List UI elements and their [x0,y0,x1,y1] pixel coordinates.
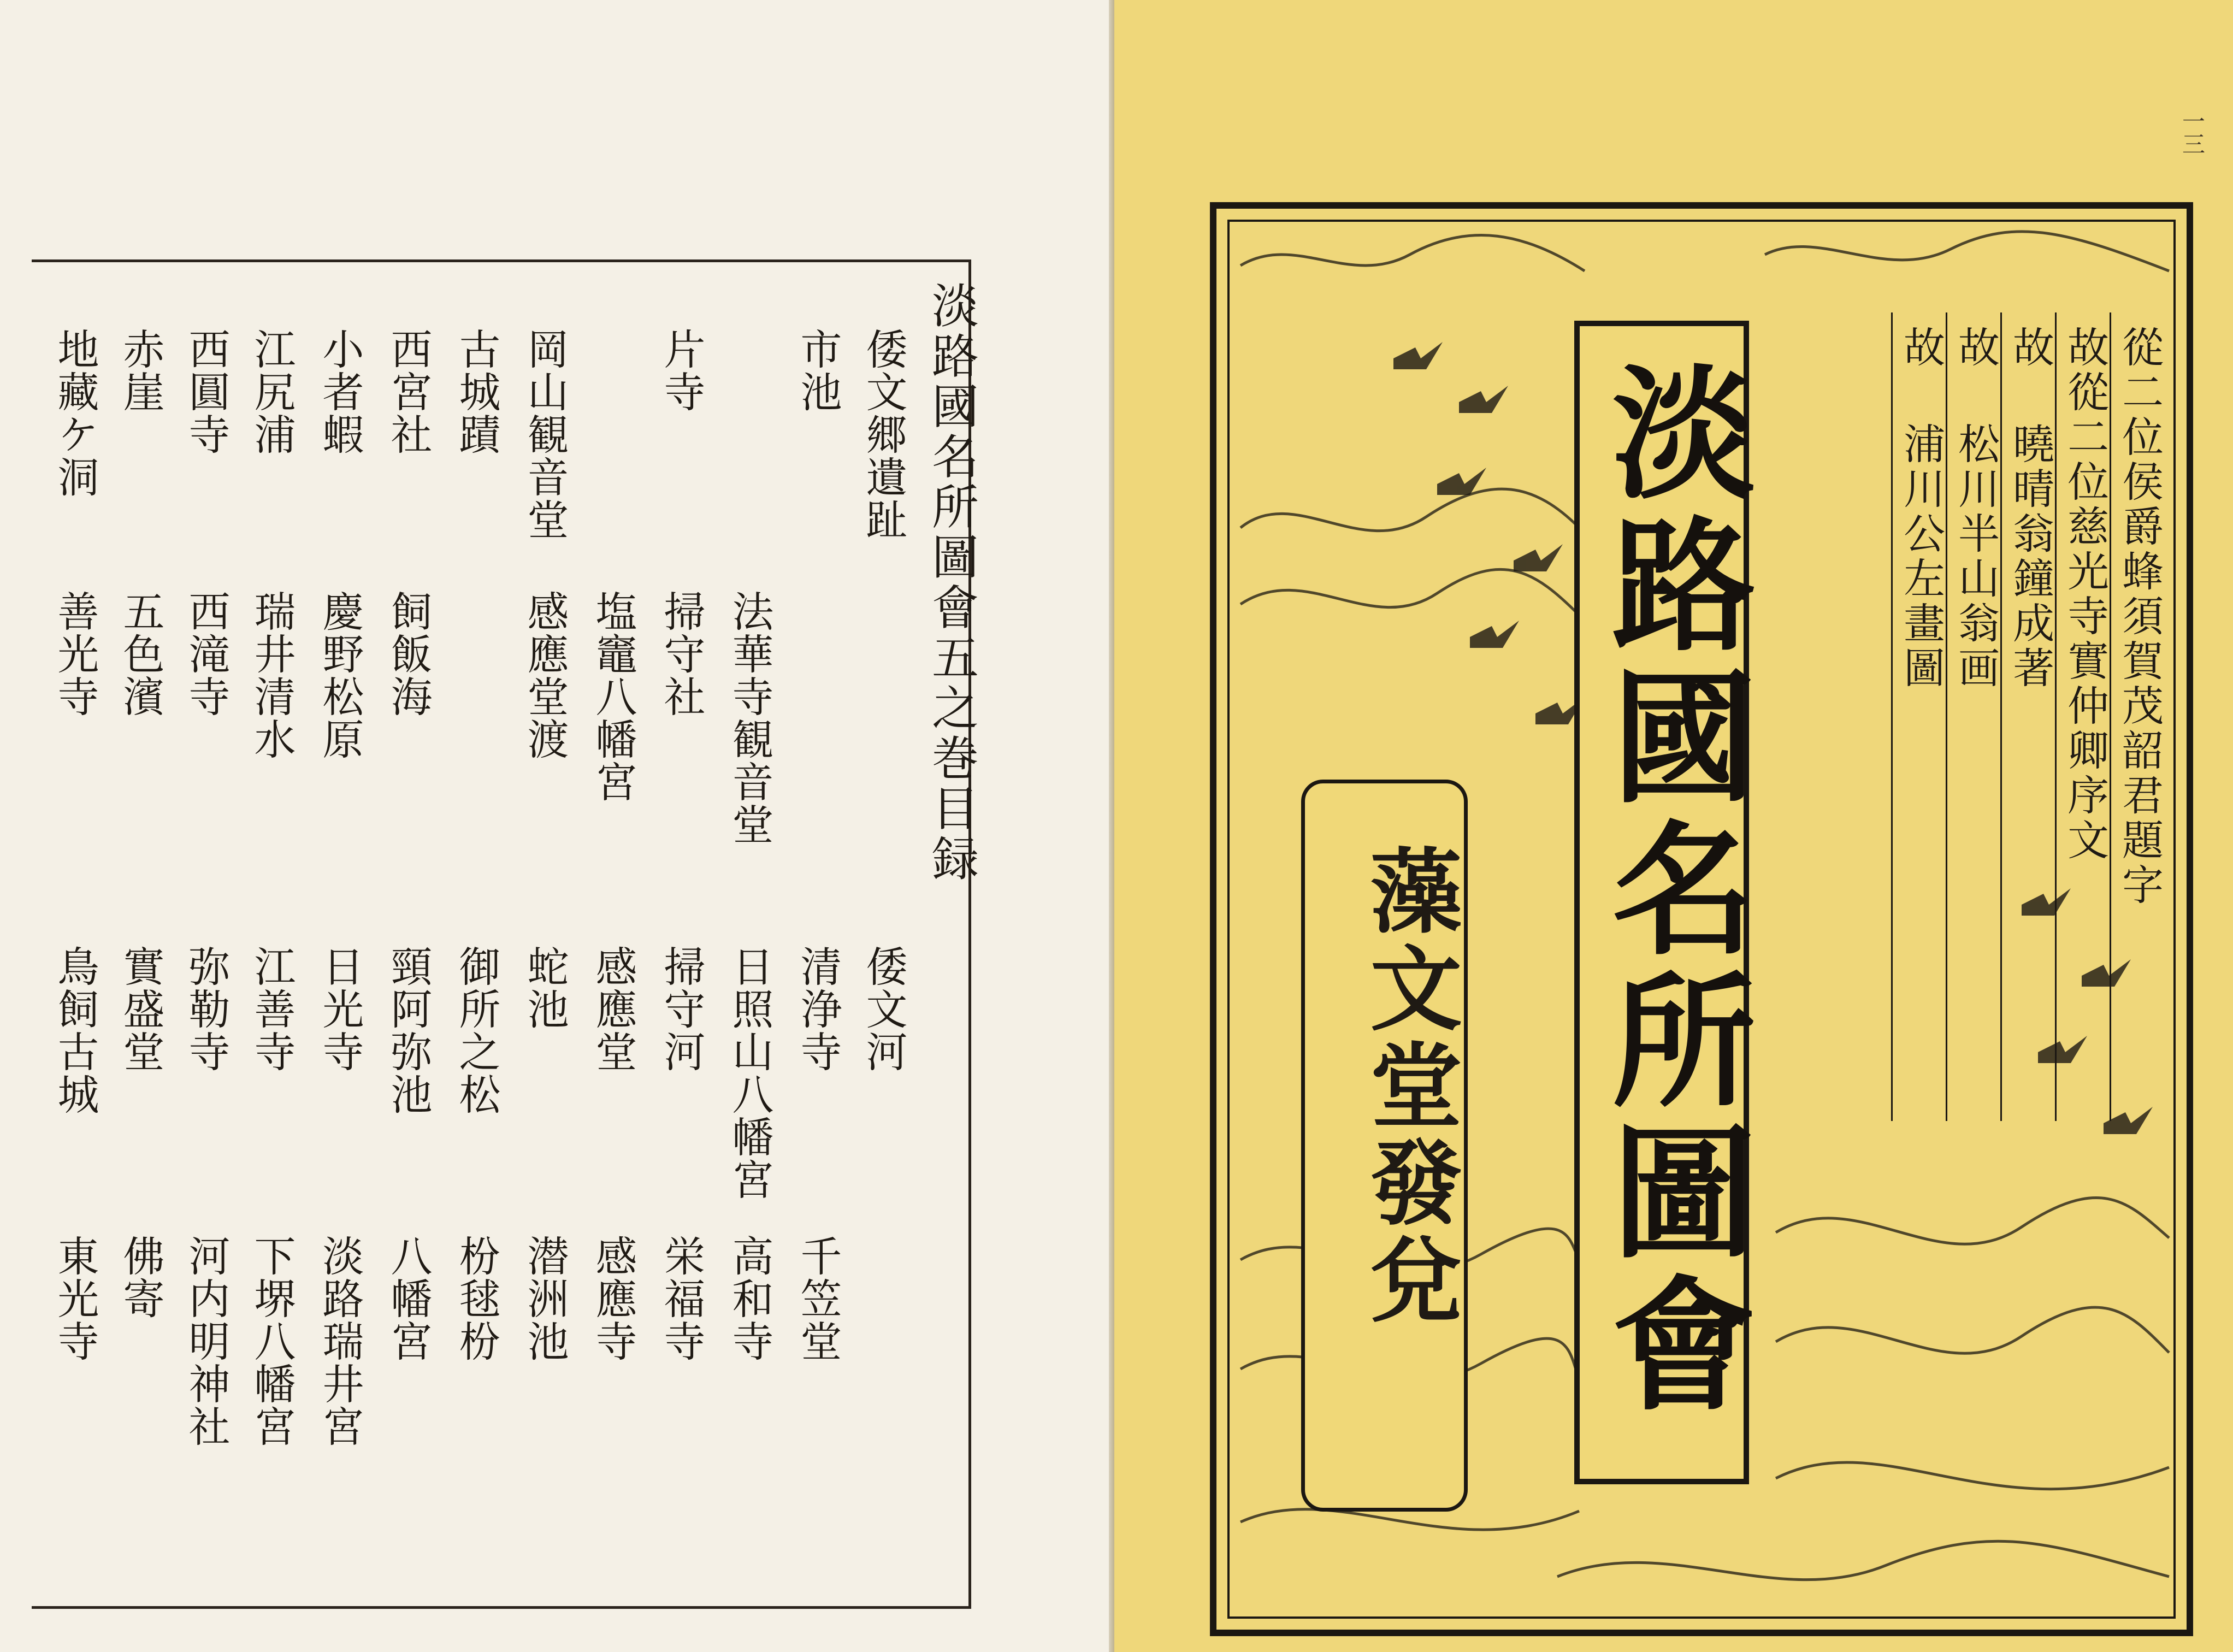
credit-column [2055,312,2111,1121]
toc-entry: 善光寺 [51,590,99,718]
toc-entry: 岡山観音堂 [521,328,569,541]
toc-column [775,262,846,1612]
toc-frame [32,259,978,1609]
credit-text: 故 曉晴翁鐘成著 [2006,326,2055,691]
title-cartouche [1574,321,1756,1484]
cover-title: 淡路國名所圖會 [1588,359,1756,1422]
credit-column [2000,312,2057,1121]
credit-text: 從二位侯爵蜂須賀茂韶君題字 [2115,326,2164,908]
folio-number: 一三 [2179,109,2206,155]
toc-entry: 片寺 [657,328,706,413]
credit-column [2110,312,2166,1121]
toc-entry: 御所之松 [452,945,501,1116]
toc-column [840,262,911,1612]
toc-entry: 西圓寺 [182,328,231,456]
toc-entry: 倭文河 [859,945,908,1073]
toc-column [638,262,709,1612]
credit-text: 故 松川半山翁画 [1951,326,2000,691]
toc-entry: 古城蹟 [452,328,501,456]
toc-entry: 倭文郷遺趾 [859,328,908,541]
toc-entry: 感應寺 [589,1235,637,1362]
toc-entry: 千笠堂 [794,1235,842,1362]
toc-entry: 五色濱 [116,590,165,718]
toc-entry: 西滝寺 [182,590,231,718]
toc-entry: 掃守河 [657,945,706,1073]
toc-entry: 河内明神社 [182,1235,231,1448]
credit-column [1891,312,1947,1121]
toc-entry: 塩竈八幡宮 [589,590,637,803]
credit-text: 故從二位慈光寺實仲卿序文 [2060,326,2110,863]
cover-frame [1210,202,2193,1636]
toc-entry: 實盛堂 [116,945,165,1073]
toc-entry: 淡路瑞井宮 [316,1235,364,1448]
toc-column [297,262,368,1612]
toc-entry: 西宮社 [384,328,433,456]
toc-entry: 法華寺観音堂 [725,590,774,846]
toc-entry: 高和寺 [725,1235,774,1362]
toc-column [570,262,641,1612]
toc-entry: 市池 [794,328,842,413]
toc-entry: 八幡宮 [384,1235,433,1362]
left-page-toc [0,0,1114,1652]
toc-column [501,262,572,1612]
toc-entry: 蛇池 [521,945,569,1030]
toc-entry: 佛寄 [116,1235,165,1320]
toc-column [706,262,777,1612]
publisher-cartouche [1301,780,1468,1512]
credits-block [1886,312,2164,1121]
toc-column [97,262,168,1612]
toc-entry: 赤崖 [116,328,165,413]
toc-entry: 掃守社 [657,590,706,718]
toc-column [228,262,299,1612]
toc-column [163,262,234,1612]
toc-title: 淡路國名所圖會五之巻目録 [924,281,978,884]
credit-column [1946,312,2002,1121]
toc-column [365,262,436,1612]
toc-entry: 地藏ケ洞 [51,328,99,498]
toc-entry: 栄福寺 [657,1235,706,1362]
toc-entry: 清浄寺 [794,945,842,1073]
toc-entry: 日光寺 [316,945,364,1073]
right-page-cover [1114,0,2233,1652]
toc-entry: 東光寺 [51,1235,99,1362]
toc-entry: 感應堂 [589,945,637,1073]
toc-entry: 江尻浦 [247,328,296,456]
toc-entry: 日照山八幡宮 [725,945,774,1201]
toc-entry: 下堺八幡宮 [247,1235,296,1448]
credit-text: 故 浦川公左畫圖 [1897,326,1946,691]
toc-entry: 頸阿弥池 [384,945,433,1116]
toc-entry: 感應堂渡 [521,590,569,760]
toc-entry: 潜洲池 [521,1235,569,1362]
toc-entry: 小者蝦 [316,328,364,456]
toc-entry: 慶野松原 [316,590,364,760]
toc-entry: 飼飯海 [384,590,433,718]
toc-entry: 江善寺 [247,945,296,1073]
toc-entry: 瑞井清水 [247,590,296,760]
toc-entry: 弥勒寺 [182,945,231,1073]
toc-column [32,262,103,1612]
publisher-name: 藻文堂發兌 [1355,843,1463,1330]
toc-column [433,262,504,1612]
toc-entry: 枌毬枌 [452,1235,501,1362]
toc-entry: 鳥飼古城 [51,945,99,1116]
